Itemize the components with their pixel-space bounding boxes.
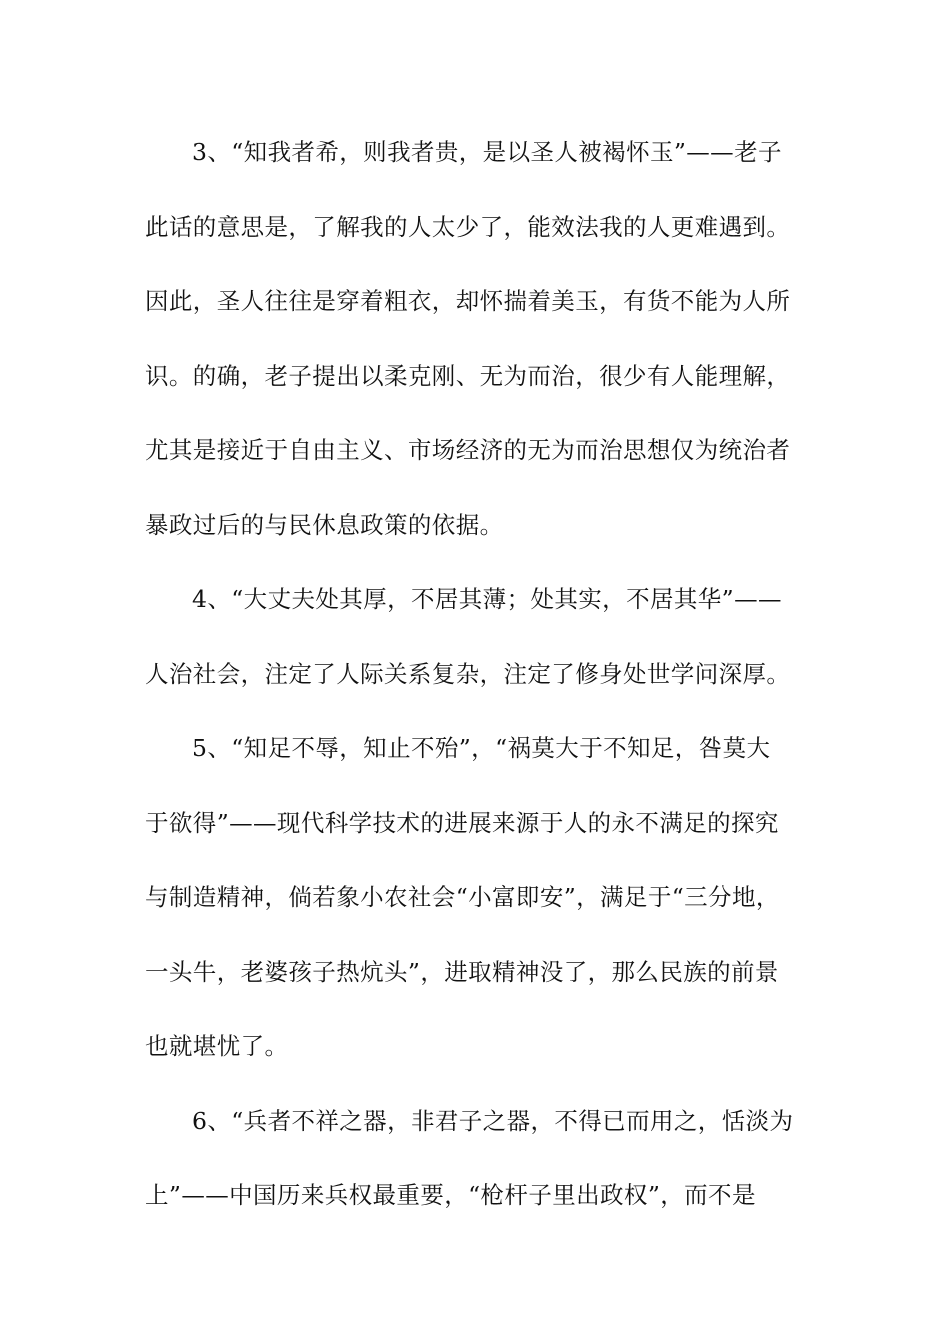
text-line: 上”——中国历来兵权最重要，“枪杆子里出政权”，而不是 [145,1181,756,1209]
text-line: 6、“兵者不祥之器，非君子之器，不得已而用之，恬淡为 [192,1106,794,1135]
text-line: 暴政过后的与民休息政策的依据。 [145,510,504,539]
text-line: 与制造精神，倘若象小农社会“小富即安”，满足于“三分地， [145,883,780,911]
text-line: 4、“大丈夫处其厚，不居其薄；处其实，不居其华”—— [192,585,782,613]
text-line: 一头牛，老婆孩子热炕头”，进取精神没了，那么民族的前景 [145,957,779,986]
text-line: 5、“知足不辱，知止不殆”，“祸莫大于不知足，咎莫大 [192,734,771,762]
text-line: 此话的意思是，了解我的人太少了，能效法我的人更难遇到。 [145,212,791,241]
text-line: 因此，圣人往往是穿着粗衣，却怀揣着美玉，有货不能为人所 [145,287,791,315]
text-line: 也就堪忧了。 [145,1032,289,1060]
document-body [145,128,825,1246]
text-line: 人治社会，注定了人际关系复杂，注定了修身处世学问深厚。 [145,659,791,688]
text-line: 于欲得”——现代科学技术的进展来源于人的永不满足的探究 [145,808,779,837]
text-line: 3、“知我者希，则我者贵，是以圣人被褐怀玉”——老子 [192,138,782,166]
text-line: 识。的确，老子提出以柔克刚、无为而治，很少有人能理解， [145,361,791,390]
text-line: 尤其是接近于自由主义、市场经济的无为而治思想仅为统治者 [145,436,791,464]
